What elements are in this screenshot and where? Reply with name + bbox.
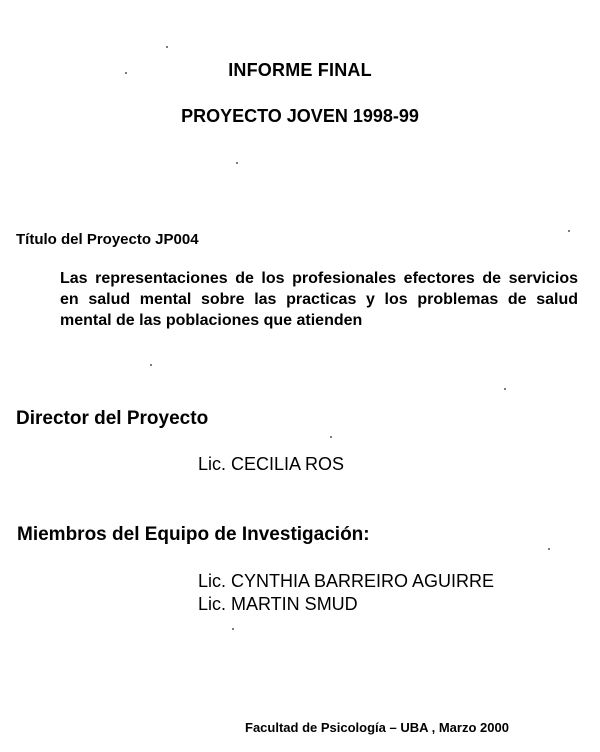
scan-speck: [548, 548, 550, 550]
director-name: Lic. CECILIA ROS: [198, 454, 345, 474]
team-member-list: [198, 570, 494, 616]
team-heading: Miembros del Equipo de Investigación:: [17, 524, 370, 545]
director-heading: Director del Proyecto: [16, 408, 209, 429]
scan-speck: [504, 388, 506, 390]
scan-speck: [150, 364, 152, 366]
scan-speck: [330, 436, 332, 438]
scan-speck: [568, 230, 570, 232]
scan-speck: [125, 72, 127, 74]
team-member: Lic. MARTIN SMUD: [198, 594, 358, 614]
scan-speck: [166, 46, 168, 48]
report-subtitle: PROYECTO JOVEN 1998-99: [181, 106, 419, 126]
report-title: INFORME FINAL: [228, 60, 372, 80]
team-member: Lic. CYNTHIA BARREIRO AGUIRRE: [198, 571, 495, 591]
footer-text: Facultad de Psicología – UBA , Marzo 2000: [245, 720, 509, 735]
project-title-label: Título del Proyecto JP004: [16, 231, 199, 248]
project-description: Las representaciones de los profesionales efectores de servicios en salud mental sobre las practicas y los problemas de salud mental de las poblaciones que atienden: [60, 270, 578, 329]
scan-speck: [232, 628, 234, 630]
scan-speck: [236, 162, 238, 164]
